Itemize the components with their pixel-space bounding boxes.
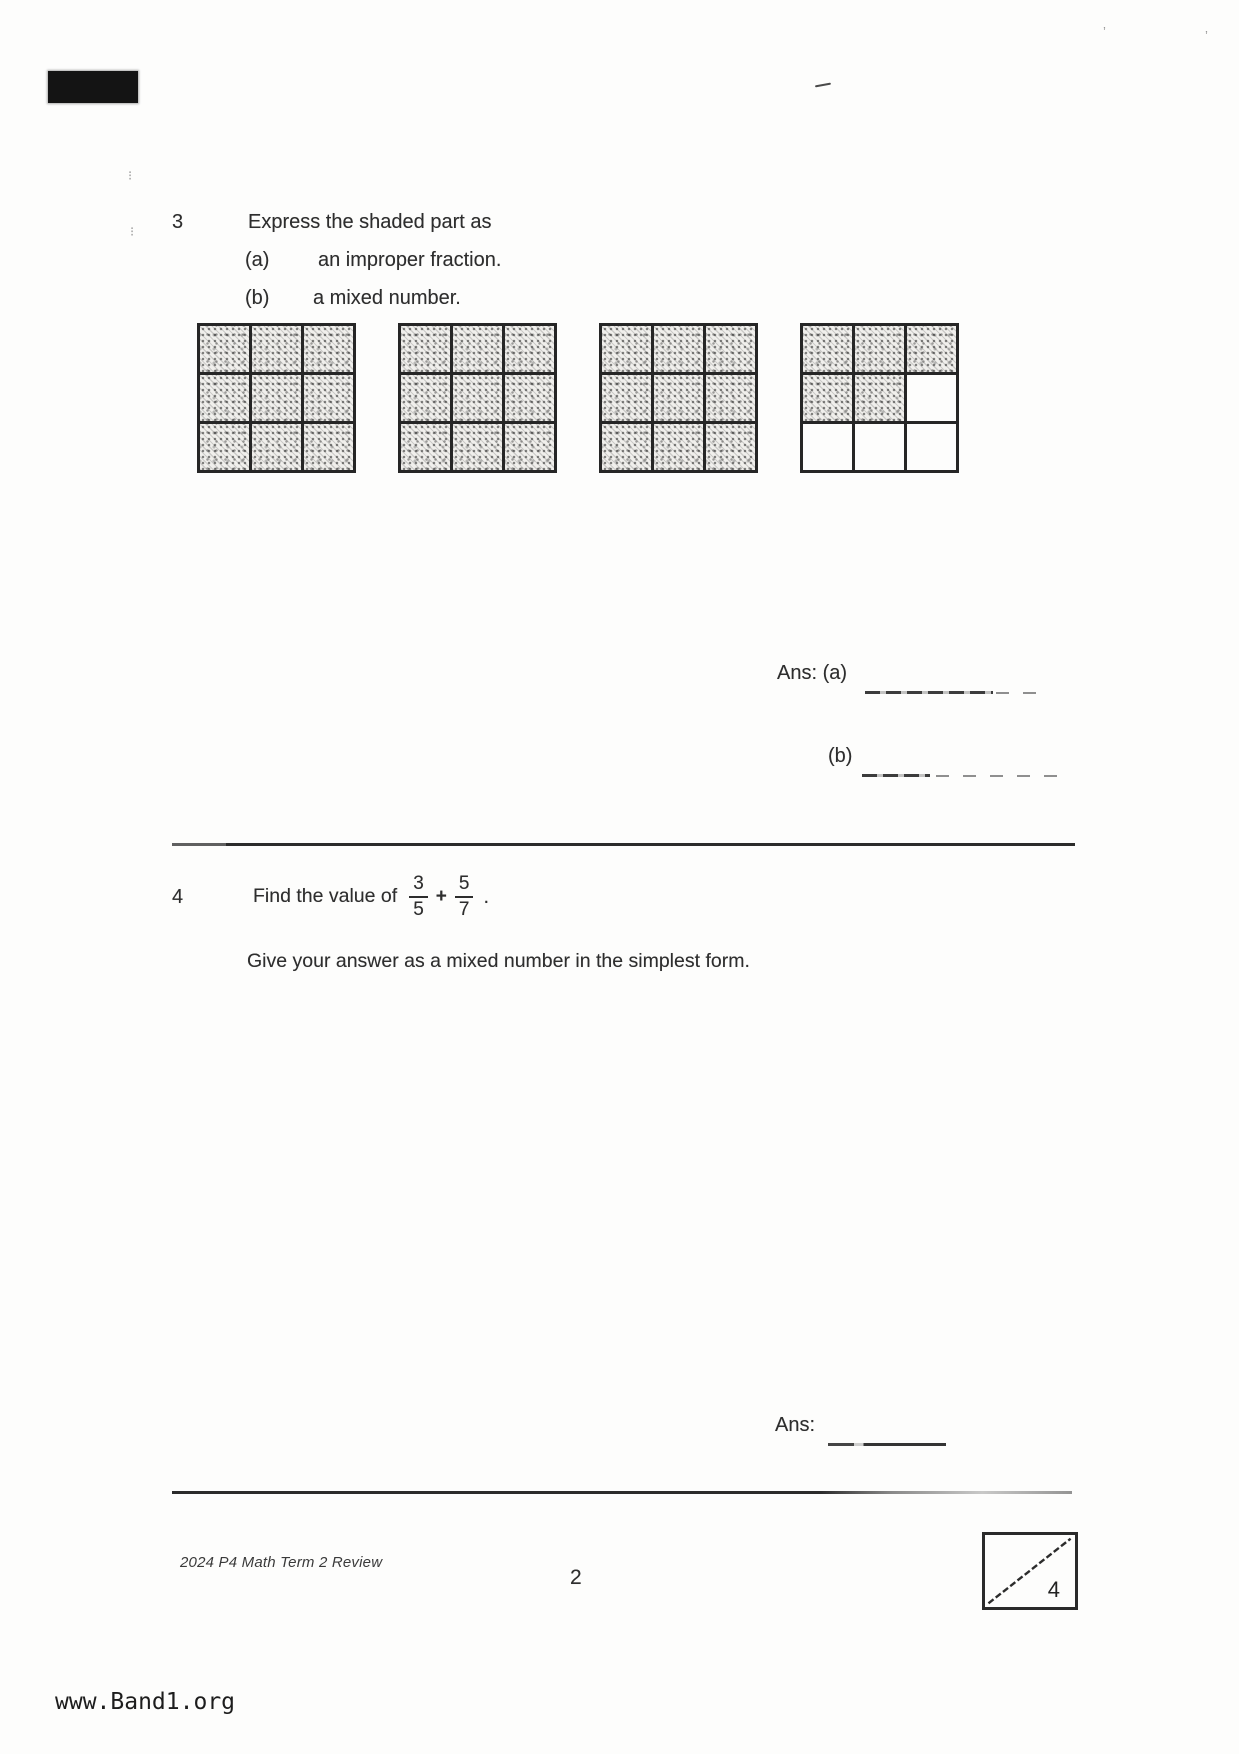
- fraction-denominator: 7: [458, 899, 470, 920]
- plus-operator: +: [435, 885, 447, 907]
- fraction-grids: [197, 323, 959, 473]
- grid-cell-shaded: [453, 424, 502, 470]
- grid-cell-shaded: [654, 424, 703, 470]
- q3-ans-b-label: (b): [828, 745, 853, 767]
- grid-cell-shaded: [200, 424, 249, 470]
- grid-cell-shaded: [453, 375, 502, 421]
- q4-prompt-row: [172, 866, 489, 928]
- fraction-grid: [599, 323, 758, 473]
- q3-number: 3: [172, 211, 184, 233]
- grid-cell-shaded: [252, 326, 301, 372]
- grid-cell-shaded: [602, 375, 651, 421]
- q3-part-b-label: (b): [245, 287, 270, 309]
- page-number: 2: [570, 1566, 582, 1589]
- q4-prompt: Find the value of: [253, 885, 398, 908]
- q4-ans-blank[interactable]: [828, 1443, 946, 1446]
- grid-cell-shaded: [304, 424, 353, 470]
- scan-artifact-speck: ⁝: [128, 168, 133, 183]
- fraction-denominator: 5: [413, 899, 424, 920]
- grid-cell-shaded: [505, 375, 554, 421]
- q4-instruction: Give your answer as a mixed number in the simplest form.: [247, 950, 750, 972]
- scan-artifact-speck: ’: [1103, 24, 1106, 39]
- grid-cell-shaded: [602, 326, 651, 372]
- grid-cell-shaded: [855, 375, 904, 421]
- scan-artifact-speck: ⁝: [130, 224, 135, 239]
- grid-cell-shaded: [505, 424, 554, 470]
- redaction-bar: [48, 71, 138, 103]
- fraction-grid: [398, 323, 557, 473]
- q3-part-a-text: an improper fraction.: [318, 249, 502, 271]
- q4-fraction-2: [455, 873, 474, 922]
- footer-divider: [172, 1491, 1072, 1494]
- grid-cell-empty: [907, 375, 956, 421]
- grid-cell-shaded: [803, 375, 852, 421]
- footer-doc-title: 2024 P4 Math Term 2 Review: [180, 1554, 383, 1571]
- grid-cell-empty: [907, 424, 956, 470]
- q4-fraction-1: [409, 873, 428, 922]
- section-divider: [172, 843, 1075, 846]
- site-watermark: www.Band1.org: [55, 1689, 236, 1715]
- grid-cell-shaded: [453, 326, 502, 372]
- grid-cell-shaded: [654, 326, 703, 372]
- q4-punctuation: .: [483, 886, 490, 908]
- grid-cell-shaded: [200, 326, 249, 372]
- grid-cell-shaded: [706, 424, 755, 470]
- q3-part-a-label: (a): [245, 249, 270, 271]
- score-box-diagonal: [985, 1535, 1075, 1607]
- grid-cell-shaded: [907, 326, 956, 372]
- score-box-value: 4: [1047, 1577, 1060, 1602]
- q3-ans-a-label: Ans: (a): [777, 662, 848, 684]
- scan-artifact-dash: [815, 83, 831, 88]
- grid-cell-shaded: [505, 326, 554, 372]
- grid-cell-shaded: [304, 326, 353, 372]
- grid-cell-empty: [803, 424, 852, 470]
- grid-cell-shaded: [803, 326, 852, 372]
- q3-ans-b-blank[interactable]: [862, 774, 930, 777]
- q3-part-b-text: a mixed number.: [313, 287, 461, 309]
- grid-cell-shaded: [602, 424, 651, 470]
- grid-cell-empty: [855, 424, 904, 470]
- grid-cell-shaded: [401, 424, 450, 470]
- grid-cell-shaded: [654, 375, 703, 421]
- fraction-grid: [800, 323, 959, 473]
- fraction-numerator: 3: [409, 873, 428, 898]
- q3-ans-a-blank-tail: [996, 692, 1038, 694]
- grid-cell-shaded: [200, 375, 249, 421]
- grid-cell-shaded: [252, 375, 301, 421]
- q3-prompt: Express the shaded part as: [248, 211, 492, 233]
- q4-number: 4: [172, 886, 184, 908]
- q3-ans-b-blank-tail: [936, 775, 1066, 777]
- grid-cell-shaded: [304, 375, 353, 421]
- fraction-grid: [197, 323, 356, 473]
- q3-ans-a-blank[interactable]: [865, 691, 993, 694]
- grid-cell-shaded: [706, 375, 755, 421]
- grid-cell-shaded: [855, 326, 904, 372]
- grid-cell-shaded: [252, 424, 301, 470]
- grid-cell-shaded: [401, 326, 450, 372]
- grid-cell-shaded: [401, 375, 450, 421]
- score-box: [982, 1532, 1078, 1610]
- q4-ans-label: Ans:: [775, 1414, 816, 1436]
- grid-cell-shaded: [706, 326, 755, 372]
- fraction-numerator: 5: [455, 873, 474, 898]
- scan-artifact-speck: ’: [1205, 28, 1208, 43]
